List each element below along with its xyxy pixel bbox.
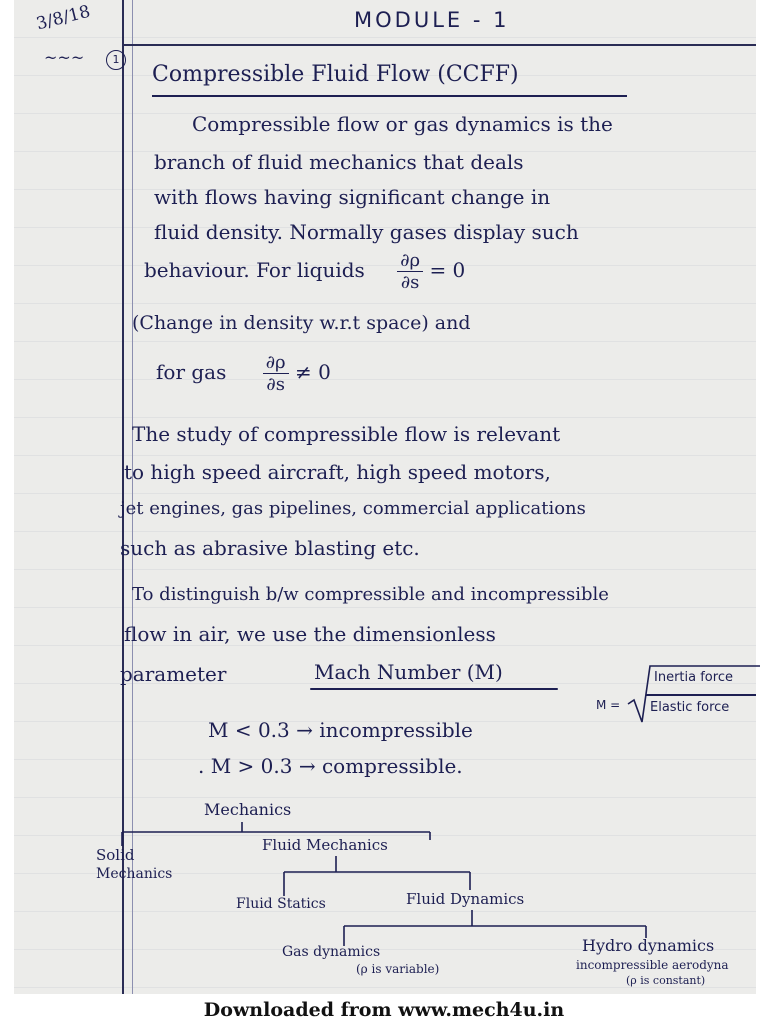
body-line: branch of fluid mechanics that deals — [154, 150, 524, 174]
study-line: jet engines, gas pipelines, commercial applications — [120, 498, 586, 519]
tree-gas-note: (ρ is variable) — [356, 962, 440, 976]
parameter-label: parameter — [120, 662, 227, 686]
module-heading: MODULE - 1 — [354, 8, 510, 32]
liquid-denominator: ∂s — [400, 272, 420, 293]
download-footer: Downloaded from www.mech4u.in — [203, 999, 565, 1021]
body-line: fluid density. Normally gases display such — [154, 220, 579, 244]
tree-hydro-dynamics: Hydro dynamics — [582, 936, 715, 955]
circled-number: 1 — [106, 50, 126, 70]
tree-gas-dynamics: Gas dynamics — [282, 944, 381, 960]
mach-formula-numerator: Inertia force — [654, 670, 733, 685]
distinguish-line: To distinguish b/w compressible and incompressible — [132, 584, 609, 605]
tree-root: Mechanics — [204, 800, 292, 819]
mach-formula-lhs: M = — [596, 698, 621, 712]
gas-prefix: for gas — [156, 360, 227, 384]
tree-fluid-mechanics: Fluid Mechanics — [262, 836, 388, 854]
tree-fluid-dynamics: Fluid Dynamics — [406, 890, 525, 908]
study-line: The study of compressible flow is relevant — [132, 422, 561, 446]
tree-solid: Solid — [96, 846, 135, 864]
page-title: Compressible Fluid Flow (CCFF) — [152, 62, 519, 87]
gas-numerator: ∂ρ — [263, 352, 289, 374]
liquid-suffix: = 0 — [429, 258, 466, 282]
mach-formula-denominator: Elastic force — [650, 700, 730, 715]
mach-condition: M < 0.3 → incompressible — [208, 718, 473, 742]
gas-denominator: ∂s — [266, 374, 285, 395]
distinguish-line: flow in air, we use the dimensionless — [124, 622, 496, 646]
tree-solid-mechanics: Mechanics — [96, 866, 173, 882]
wrt-line: (Change in density w.r.t space) and — [132, 312, 471, 334]
mach-condition: . M > 0.3 → compressible. — [198, 754, 463, 778]
study-line: to high speed aircraft, high speed motors, — [124, 460, 551, 484]
gas-suffix: ≠ 0 — [294, 360, 331, 384]
liquid-numerator: ∂ρ — [397, 250, 423, 272]
study-line: such as abrasive blasting etc. — [120, 536, 420, 560]
tree-hydro-note: (ρ is constant) — [626, 974, 706, 987]
body-line: with flows having significant change in — [154, 185, 551, 209]
liquid-prefix: behaviour. For liquids — [144, 258, 365, 282]
date-note: 3/8/18 — [34, 1, 93, 35]
notebook-page — [14, 0, 756, 994]
tree-fluid-statics: Fluid Statics — [236, 896, 326, 912]
mach-number-label: Mach Number (M) — [314, 660, 503, 684]
date-squiggle: ~~~ — [44, 48, 85, 67]
tree-hydro-sub: incompressible aerodyna — [576, 958, 729, 972]
body-line: Compressible flow or gas dynamics is the — [192, 112, 613, 136]
